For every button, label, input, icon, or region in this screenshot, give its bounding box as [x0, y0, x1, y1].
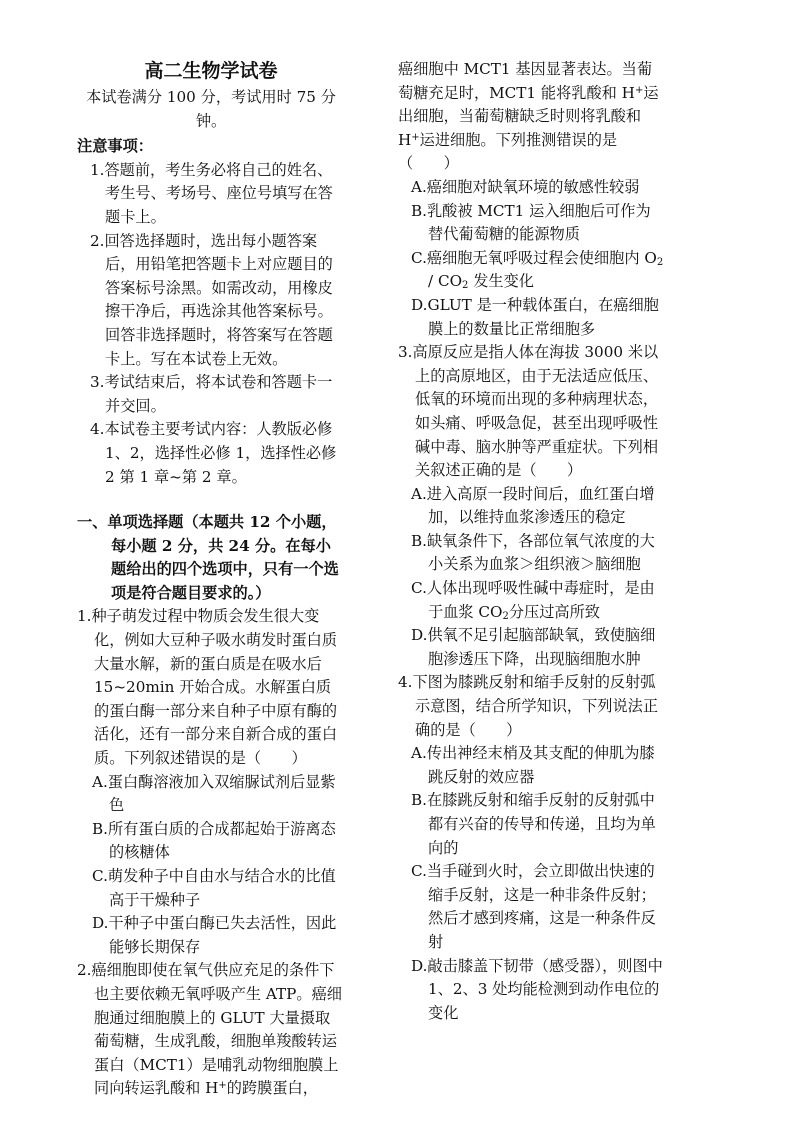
q2-optc-text-a: C.癌细胞无氧呼吸过程会使细胞内 O [411, 248, 657, 267]
q3-optc-subscript: 2 [502, 610, 509, 622]
q2-superscript-2: + [634, 84, 644, 96]
q2-superscript-3: + [411, 131, 420, 143]
question-4-option-a: A.传出神经末梢及其支配的伸肌为膝跳反射的效应器 [411, 744, 655, 786]
question-3-option-b: B.缺氧条件下，各部位氧气浓度的大小关系为血浆＞组织液＞脑细胞 [411, 531, 655, 574]
notice-item-4: 4.本试卷主要考试内容：人教版必修 1、2，选择性必修 1，选择性必修 2 第 1 章~第 2 章。 [90, 420, 337, 486]
question-1-option-a: A.蛋白酶溶液加入双缩脲试剂后显紫色 [92, 772, 336, 815]
q2-superscript-1: + [218, 1080, 227, 1092]
right-column [398, 58, 664, 1025]
q2-text-b: 的跨膜蛋白， [226, 1079, 318, 1098]
q3-optc-text-a: C.人体出现呼吸性碱中毒症时，是由于血浆 CO [411, 579, 655, 621]
question-4-stem: 4.下图为膝跳反射和缩手反射的反射弧示意图，结合所学知识，下列说法正确的是（ ） [398, 673, 658, 739]
q2-optc-text-b: / CO [428, 272, 463, 291]
question-2-option-d: D.GLUT 是一种载体蛋白，在癌细胞膜上的数量比正常细胞多 [411, 295, 659, 338]
question-3-option-a: A.进入高原一段时间后，血红蛋白增加，以维持血浆渗透压的稳定 [411, 484, 655, 527]
notice-item-1: 1.答题前，考生务必将自己的姓名、考生号、考场号、座位号填写在答题卡上。 [90, 160, 333, 226]
question-2-stem-part1 [77, 959, 345, 1101]
question-4-option-c: C.当手碰到火时，会立即做出快速的缩手反射，这是一种非条件反射；然后才感到疼痛，这是一种条件反射 [411, 862, 656, 951]
question-2-option-a: A.癌细胞对缺氧环境的敏感性较弱 [411, 177, 640, 196]
notice-heading: 注意事项： [77, 137, 153, 156]
question-1-option-d: D.干种子中蛋白酶已失去活性，因此能够长期保存 [92, 914, 337, 956]
question-4-option-d: D.敲击膝盖下韧带（感受器），则图中 1、2、3 处均能检测到动作电位的变化 [411, 956, 663, 1022]
q2-text-e: 运进细胞。下列推测错误的是（ ） [398, 130, 618, 173]
notice-item-2: 2.回答选择题时，选出每小题答案后，用铅笔把答题卡上对应题目的答案标号涂黑。如需改动，用橡皮擦干净后，再选涂其他答案标号。回答非选择题时，将答案写在答题卡上。写在本试卷上无效。 [90, 231, 333, 368]
q2-text-a: 2.癌细胞即使在氧气供应充足的条件下也主要依赖无氧呼吸产生 ATP。癌细胞通过细胞膜上的 GLUT 大量摄取葡萄糖，生成乳酸，细胞单羧酸转运蛋白（MCT1）是哺乳动物细胞膜上同向转运乳酸和 H [77, 961, 342, 1098]
exam-subtitle: 本试卷满分 100 分，考试用时 75 分钟。 [86, 88, 336, 130]
q2-text-d: 运出细胞，当葡萄糖缺乏时则将乳酸和 H [398, 83, 659, 149]
question-3-option-c [398, 577, 664, 624]
page-title: 高二生物学试卷 [144, 60, 278, 82]
left-column [77, 56, 345, 1101]
question-3-option-d: D.供氧不足引起脑部缺氧，致使脑细胞渗透压下降，出现脑细胞水肿 [411, 626, 656, 668]
q2-optc-text-c: 发生变化 [468, 272, 534, 291]
q2-optc-subscript-2: 2 [462, 280, 469, 292]
question-3-stem: 3.高原反应是指人体在海拔 3000 米以上的高原地区，由于无法适应低压、低氧的环境而出现的多种病理状态，如头痛、呼吸急促，甚至出现呼吸性碱中毒、脑水肿等严重症状。下列相关叙述正确的是（ ） [398, 343, 659, 480]
q2-optc-subscript-1: 2 [656, 256, 664, 268]
question-1-option-c: C.萌发种子中自由水与结合水的比值高于干燥种子 [92, 867, 336, 909]
question-1-option-b: B.所有蛋白质的合成都起始于游离态的核糖体 [92, 819, 336, 862]
notice-item-3: 3.考试结束后，将本试卷和答题卡一并交回。 [90, 373, 333, 415]
question-1-stem: 1.种子萌发过程中物质会发生很大变化，例如大豆种子吸水萌发时蛋白质大量水解，新的蛋白质是在吸水后 15~20min 开始合成。水解蛋白质的蛋白酶一部分来自种子中原有酶的活化，还有一部分来自新合成的蛋白质。下列叙述错误的是（ ） [77, 607, 337, 768]
question-2-stem-part2 [398, 58, 664, 176]
question-2-option-b: B.乳酸被 MCT1 运入细胞后可作为替代葡萄糖的能源物质 [411, 201, 651, 244]
q2-text-c: 癌细胞中 MCT1 基因显著表达。当葡萄糖充足时，MCT1 能将乳酸和 H [398, 60, 653, 102]
q3-optc-text-b: 分压过高所致 [508, 602, 600, 621]
question-4-option-b: B.在膝跳反射和缩手反射的反射弧中都有兴奋的传导和传递，且均为单向的 [411, 791, 656, 857]
section-heading: 一、单项选择题（本题共 12 个小题，每小题 2 分，共 24 分。在每小题给出的四个选项中，只有一个选项是符合题目要求的。） [77, 513, 339, 602]
question-2-option-c [398, 247, 664, 294]
